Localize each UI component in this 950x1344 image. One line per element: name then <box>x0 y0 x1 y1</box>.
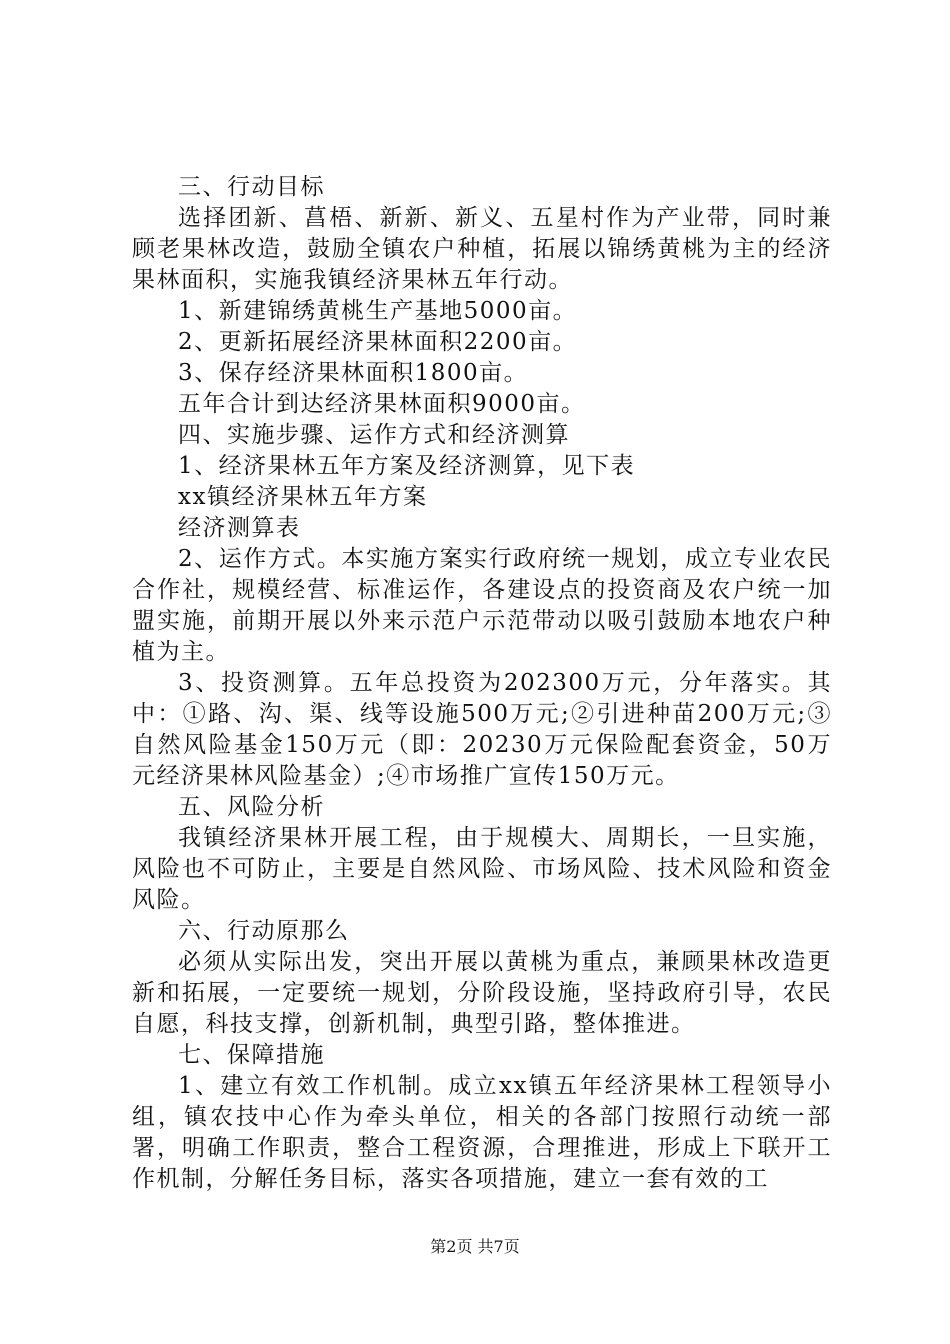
section-heading-safeguards: 七、保障措施 <box>178 1042 325 1068</box>
goal-total: 五年合计到达经济果林面积9000亩。 <box>178 391 586 417</box>
table-title-economic-estimate: 经济测算表 <box>178 515 301 541</box>
paragraph-risk-analysis: 我镇经济果林开展工程，由于规模大、周期长，一旦实施，风险也不可防止，主要是自然风险、市场风险、技术风险和资金风险。 <box>132 825 832 913</box>
table-title-five-year-plan: xx镇经济果林五年方案 <box>178 484 428 510</box>
section-heading-risk-analysis: 五、风险分析 <box>178 794 325 820</box>
implementation-item-2: 2、运作方式。本实施方案实行政府统一规划，成立专业农民合作社，规模经营、标准运作，各建设点的投资商及农户统一加盟实施，前期开展以外来示范户示范带动以吸引鼓励本地农户种植为主。 <box>132 546 832 665</box>
document-body <box>132 172 832 1195</box>
section-heading-action-principles: 六、行动原那么 <box>178 918 350 944</box>
safeguard-item-1: 1、建立有效工作机制。成立xx镇五年经济果林工程领导小组，镇农技中心作为牵头单位，相关的各部门按照行动统一部署，明确工作职责，整合工程资源，合理推进，形成上下联开工作机制，分解任务目标，落实各项措施，建立一套有效的工 <box>132 1073 832 1192</box>
page-footer: 第2页 共7页 <box>430 1237 520 1256</box>
implementation-item-3: 3、投资测算。五年总投资为202300万元，分年落实。其中：①路、沟、渠、线等设施500万元;②引进种苗200万元;③自然风险基金150万元（即：20230万元保险配套资金，50万元经济果林风险基金）;④市场推广宣传150万元。 <box>132 670 832 789</box>
goal-item-1: 1、新建锦绣黄桃生产基地5000亩。 <box>178 298 578 324</box>
implementation-item-1: 1、经济果林五年方案及经济测算，见下表 <box>178 453 636 479</box>
goal-item-3: 3、保存经济果林面积1800亩。 <box>178 360 529 386</box>
paragraph-industry-belt: 选择团新、菖梧、新新、新义、五星村作为产业带，同时兼顾老果林改造，鼓励全镇农户种植，拓展以锦绣黄桃为主的经济果林面积，实施我镇经济果林五年行动。 <box>132 205 832 293</box>
section-heading-action-goals: 三、行动目标 <box>178 174 325 200</box>
goal-item-2: 2、更新拓展经济果林面积2200亩。 <box>178 329 578 355</box>
paragraph-action-principles: 必须从实际出发，突出开展以黄桃为重点，兼顾果林改造更新和拓展，一定要统一规划，分阶段设施，坚持政府引导，农民自愿，科技支撑，创新机制，典型引路，整体推进。 <box>132 949 832 1037</box>
section-heading-implementation: 四、实施步骤、运作方式和经济测算 <box>178 422 570 448</box>
